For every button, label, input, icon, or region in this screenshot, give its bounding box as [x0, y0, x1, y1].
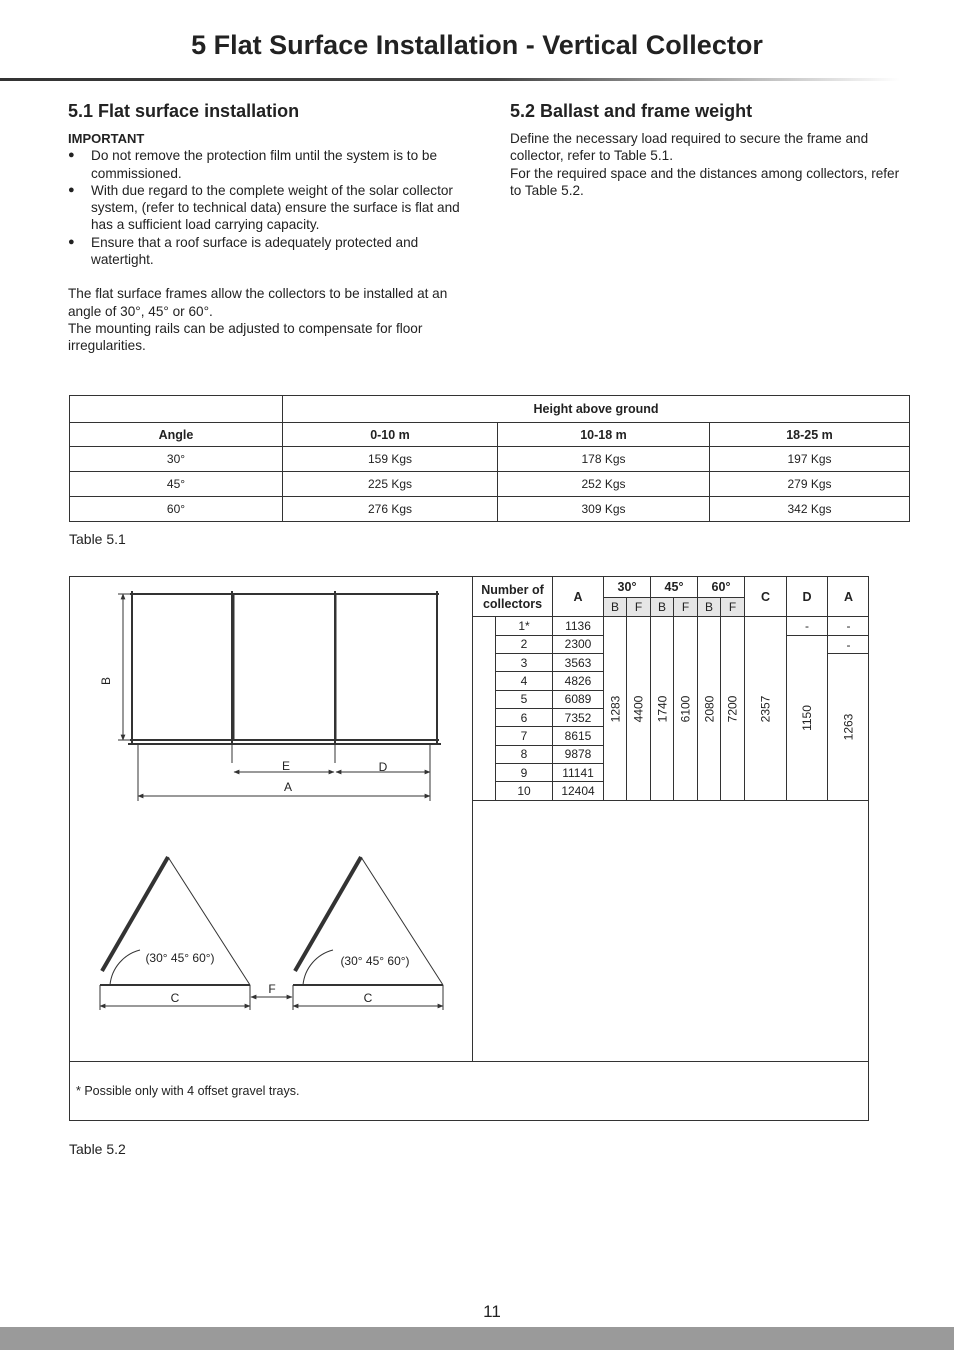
table-cell: 252 Kgs [498, 472, 710, 497]
header-angle-60: 60° [711, 580, 731, 594]
footnote: * Possible only with 4 offset gravel trays. [76, 1084, 300, 1098]
cell-a2-first: - [846, 619, 851, 633]
cell-a-value: 6089 [564, 692, 592, 707]
table-cell: 309 Kgs [498, 497, 710, 522]
cell-f-45: 6100 [678, 695, 693, 722]
label-c-right: C [363, 991, 373, 1005]
cell-a-value: 9878 [564, 747, 592, 762]
subheader-b-45: B [651, 598, 673, 616]
cell-number-of-collectors: 3 [520, 655, 528, 670]
cell-a-value: 8615 [564, 728, 592, 743]
label-b: B [99, 677, 113, 686]
table-cell: 60° [70, 497, 283, 522]
cell-number-of-collectors: 9 [520, 765, 528, 780]
cell-a-value: 1136 [565, 619, 591, 634]
cell-a-value: 7352 [564, 710, 592, 725]
title-rule [0, 78, 900, 81]
empty-cell [70, 396, 283, 423]
cell-number-of-collectors: 8 [520, 747, 528, 762]
table-5-1-caption: Table 5.1 [69, 531, 126, 547]
header-a2: A [843, 589, 854, 604]
label-d: D [378, 760, 388, 774]
divider [69, 1061, 869, 1062]
table-cell: 159 Kgs [283, 447, 498, 472]
cell-number-of-collectors: 7 [520, 728, 528, 743]
cell-a-value: 11141 [562, 765, 594, 780]
label-f: F [268, 982, 276, 996]
cell-a-value: 12404 [561, 783, 595, 798]
section-5-2-heading: 5.2 Ballast and frame weight [510, 101, 753, 121]
column-header: 18-25 m [710, 423, 910, 447]
label-c-left: C [170, 991, 180, 1005]
cell-a2-second: - [846, 637, 851, 652]
cell-b-30: 1283 [608, 695, 623, 722]
header-angle-45: 45° [664, 580, 684, 594]
label-e: E [281, 759, 290, 773]
table-row [70, 447, 910, 472]
table-header-row [70, 423, 910, 447]
footer-bar [0, 1327, 954, 1350]
angle-label-right: (30° 45° 60°) [340, 954, 410, 968]
table-cell: 45° [70, 472, 283, 497]
cell-number-of-collectors: 4 [520, 674, 528, 689]
subheader-f-45: F [674, 598, 697, 616]
table-cell: 276 Kgs [283, 497, 498, 522]
paragraph: The flat surface frames allow the collectors to be installed at an angle of 30°, 45° or 60°. [68, 286, 448, 319]
bullet-item: ● With due regard to the complete weight of the solar collector system, (refer to technical data) ensure the surface is flat and has a sufficient load carrying capacity. [68, 182, 468, 234]
important-label: IMPORTANT [68, 131, 145, 146]
header-a: A [573, 589, 583, 604]
cell-a-value: 2300 [564, 637, 592, 652]
cell-number-of-collectors: 10 [517, 783, 531, 798]
header-angle-30: 30° [617, 580, 637, 594]
table-cell: 342 Kgs [710, 497, 910, 522]
paragraph: The mounting rails can be adjusted to compensate for floor irregularities. [68, 320, 423, 354]
header-d: D [802, 589, 812, 604]
paragraph: For the required space and the distances among collectors, refer to Table 5.2. [510, 165, 900, 198]
paragraph: Define the necessary load required to secure the frame and collector, refer to Table 5.1. [510, 131, 869, 164]
table-header-row [70, 396, 910, 423]
cell-a-value: 3563 [564, 655, 592, 670]
section-5-1-body [68, 130, 468, 355]
section-5-2-body [510, 130, 900, 199]
section-5-1-heading: 5.1 Flat surface installation [68, 101, 300, 121]
table-cell: 30° [70, 447, 283, 472]
table-row [70, 497, 910, 522]
table-row [70, 472, 910, 497]
cell-f-60: 7200 [725, 695, 740, 722]
cell-d-first: - [805, 619, 809, 633]
cell-b-60: 2080 [702, 695, 717, 722]
column-header: Angle [70, 423, 283, 447]
table-5-2-caption: Table 5.2 [69, 1141, 126, 1157]
cell-c: 2357 [758, 695, 773, 722]
subheader-b-60: B [698, 598, 720, 616]
label-a: A [283, 780, 292, 794]
cell-number-of-collectors: 5 [520, 692, 528, 707]
subheader-f-30: F [627, 598, 650, 616]
column-header: 0-10 m [283, 423, 498, 447]
cell-a-value: 4826 [564, 674, 592, 689]
header-number-of-collectors: Number of collectors [481, 582, 544, 611]
bullet-item: ● Ensure that a roof surface is adequately protected and watertight. [68, 234, 468, 269]
page-title: 5 Flat Surface Installation - Vertical Collector [191, 30, 763, 60]
subheader-f-60: F [721, 598, 744, 616]
cell-a2: 1263 [841, 713, 856, 741]
table-cell: 197 Kgs [710, 447, 910, 472]
angle-label-left: (30° 45° 60°) [145, 951, 215, 965]
cell-d: 1150 [800, 705, 814, 731]
cell-number-of-collectors: 1* [518, 619, 530, 634]
header-c: C [760, 589, 771, 604]
important-list [68, 147, 468, 268]
subheader-b-30: B [604, 598, 626, 616]
cell-number-of-collectors: 2 [520, 637, 528, 652]
table-cell: 178 Kgs [498, 447, 710, 472]
height-group-header: Height above ground [283, 396, 910, 423]
column-header: 10-18 m [498, 423, 710, 447]
page-number: 11 [483, 1302, 501, 1321]
table-5-1 [69, 395, 910, 522]
cell-number-of-collectors: 6 [520, 710, 528, 725]
table-cell: 279 Kgs [710, 472, 910, 497]
cell-b-45: 1740 [655, 695, 670, 722]
divider [472, 576, 473, 1061]
table-cell: 225 Kgs [283, 472, 498, 497]
bullet-item: ● Do not remove the protection film until the system is to be commissioned. [68, 147, 468, 182]
cell-f-30: 4400 [631, 695, 646, 722]
